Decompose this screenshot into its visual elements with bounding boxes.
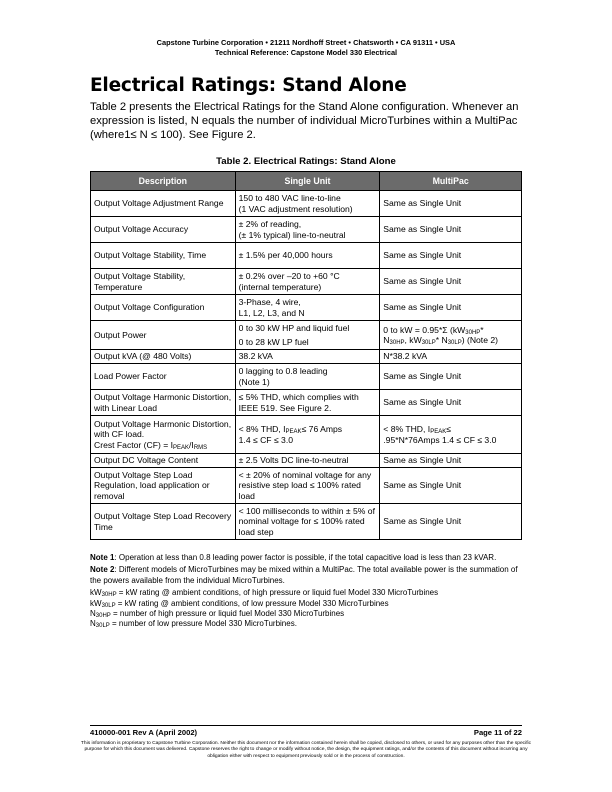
cell-single-unit <box>235 321 380 350</box>
subscript: 30LP <box>447 340 462 346</box>
cell-line <box>239 424 377 434</box>
definition-line <box>90 619 530 629</box>
header-multipac: MultiPac <box>380 172 522 191</box>
cell-line: ± 2% of reading, <box>238 219 302 230</box>
multipac-power-text: * N <box>435 335 448 345</box>
cell-multipac: Same as Single Unit <box>380 454 522 468</box>
table-row <box>91 217 522 243</box>
table-row <box>91 269 522 295</box>
def-symbol: N <box>90 609 96 619</box>
subscript: 30LP <box>95 623 110 630</box>
table-row <box>91 454 522 468</box>
cell-line: (Note 1) <box>238 376 270 387</box>
cell-description: Output Voltage Adjustment Range <box>91 191 236 217</box>
footer-page-number: Page 11 of 22 <box>473 728 522 737</box>
multipac-power-text: * <box>480 324 484 335</box>
crest-factor-text: Crest Factor (CF) = I <box>94 439 174 450</box>
header-description: Description <box>91 172 236 191</box>
cell-line: 0 to 30 kW HP and liquid fuel <box>238 323 350 334</box>
cell-line: 0 to 28 kW LP fuel <box>238 336 309 347</box>
note-1 <box>90 553 530 563</box>
def-text: = kW rating @ ambient conditions, of high pressure or liquid fuel Model 330 MicroTurbines <box>116 588 439 598</box>
cell-line: 3-Phase, 4 wire, <box>238 297 301 308</box>
def-symbol: N <box>90 619 96 629</box>
footer-divider <box>90 725 522 726</box>
cell-single-unit <box>235 269 380 295</box>
note-label: Note 2 <box>90 565 115 575</box>
note-label: Note 1 <box>90 553 115 562</box>
cell-multipac: Same as Single Unit <box>380 217 522 243</box>
subscript: PEAK <box>430 429 447 436</box>
table-row <box>91 350 522 364</box>
cell-description: Output Power <box>91 321 236 350</box>
definition-line <box>90 609 530 619</box>
cell-multipac: Same as Single Unit <box>380 295 522 321</box>
cell-line: 0 lagging to 0.8 leading <box>238 366 328 377</box>
table-row <box>91 468 522 504</box>
section-title: Electrical Ratings: Stand Alone <box>90 75 407 96</box>
subscript: PEAK <box>285 429 302 436</box>
table-row <box>91 504 522 540</box>
def-text: = number of high pressure or liquid fuel Model 330 MicroTurbines <box>110 609 345 619</box>
cell-single-unit: ± 1.5% per 40,000 hours <box>235 243 380 269</box>
cell-single-unit <box>235 364 380 390</box>
thd-text: ≤ 76 Amps <box>301 424 343 435</box>
def-symbol: kW <box>90 588 102 598</box>
table-header-row <box>91 172 522 191</box>
header-single-unit: Single Unit <box>235 172 380 191</box>
cell-single-unit <box>235 191 380 217</box>
table-caption: Table 2. Electrical Ratings: Stand Alone <box>216 156 396 167</box>
thd-text: < 8% THD, I <box>383 424 431 435</box>
cell-multipac: N*38.2 kVA <box>380 350 522 364</box>
cell-multipac: Same as Single Unit <box>380 191 522 217</box>
cell-description: Output kVA (@ 480 Volts) <box>91 350 236 364</box>
note-text: : Operation at less than 0.8 leading power factor is possible, if the total capacitive load is less than 23 kVAR. <box>114 553 497 562</box>
cell-line: ± 0.2% over –20 to +60 °C <box>238 271 340 282</box>
subscript: RMS <box>193 444 208 451</box>
cell-line <box>94 440 232 450</box>
cell-description: Output Voltage Configuration <box>91 295 236 321</box>
cell-line: 150 to 480 VAC line-to-line <box>238 193 341 204</box>
cell-description: Output Voltage Accuracy <box>91 217 236 243</box>
cell-description: Output Voltage Step Load Recovery Time <box>91 504 236 540</box>
subscript: 30HP <box>389 340 405 346</box>
cell-multipac: Same as Single Unit <box>380 504 522 540</box>
cell-line: L1, L2, L3, and N <box>238 307 305 318</box>
crest-factor-slash: /I <box>189 439 194 450</box>
cell-single-unit: < ± 20% of nominal voltage for any resistive step load ≤ 100% rated load <box>235 468 380 504</box>
cell-single-unit <box>235 295 380 321</box>
header-company-line: Capstone Turbine Corporation • 21211 Nordhoff Street • Chatsworth • CA 91311 • USA <box>156 38 456 47</box>
table-row <box>91 390 522 416</box>
cell-multipac: Same as Single Unit <box>380 269 522 295</box>
multipac-power-text: , kW <box>404 335 422 345</box>
cell-description: Load Power Factor <box>91 364 236 390</box>
cell-single-unit: ≤ 5% THD, which complies with IEEE 519. See Figure 2. <box>235 390 380 416</box>
cell-single-unit <box>235 416 380 454</box>
cell-multipac <box>380 321 522 350</box>
note-2 <box>90 565 530 586</box>
electrical-ratings-table <box>90 171 522 540</box>
cell-multipac: Same as Single Unit <box>380 468 522 504</box>
cell-single-unit: < 100 milliseconds to within ± 5% of nominal voltage for ≤ 100% rated load step <box>235 504 380 540</box>
cell-line: 1.4 ≤ CF ≤ 3.0 <box>238 434 293 445</box>
cell-line: (internal temperature) <box>238 281 322 292</box>
cell-description: Output Voltage Harmonic Distortion, with Linear Load <box>91 390 236 416</box>
multipac-power-text: 0 to kW = 0.95*Σ (kW <box>383 324 466 335</box>
cell-line: (1 VAC adjustment resolution) <box>238 203 353 214</box>
def-text: = kW rating @ ambient conditions, of low pressure Model 330 MicroTurbines <box>115 598 389 608</box>
cell-description: Output Voltage Step Load Regulation, load application or removal <box>91 468 236 504</box>
note-text: : Different models of MicroTurbines may be mixed within a MultiPac. The total available power is the summation of the powers available from the individual MicroTurbines. <box>90 565 518 585</box>
cell-multipac: Same as Single Unit <box>380 390 522 416</box>
intro-paragraph: Table 2 presents the Electrical Ratings for the Stand Alone configuration. Whenever an expression is listed, N equals the number of individual MicroTurbines within a MultiPac (where1≤ N ≤ 100). See Figure 2. <box>90 101 519 142</box>
footer-doc-id: 410000-001 Rev A (April 2002) <box>90 728 198 737</box>
thd-text: ≤ <box>446 424 451 435</box>
cell-multipac: Same as Single Unit <box>380 364 522 390</box>
table-notes <box>90 553 530 630</box>
cell-description: Output Voltage Stability, Temperature <box>91 269 236 295</box>
subscript: 30HP <box>465 329 481 336</box>
cell-line: Output Voltage Harmonic Distortion, with CF load. <box>94 418 232 440</box>
cell-multipac: Same as Single Unit <box>380 243 522 269</box>
definition-line <box>90 588 530 598</box>
header-reference-line: Technical Reference: Capstone Model 330 Electrical <box>214 48 398 57</box>
table-row <box>91 191 522 217</box>
table-row <box>91 243 522 269</box>
cell-line: (± 1% typical) line-to-neutral <box>238 229 346 240</box>
cell-single-unit: 38.2 kVA <box>235 350 380 364</box>
def-symbol: kW <box>90 598 102 608</box>
table-row <box>91 295 522 321</box>
table-row <box>91 321 522 350</box>
footer-disclaimer: This information is proprietary to Capstone Turbine Corporation. Neither this document nor the information contained herein shall be copied, disclosed to others, or used for any purposes other than the specific purpose for which this document was delivered. Capstone reserves the right to change or modify without notice, the design, the equipment ratings, and/or the contents of this document without incurring any obligation either with respect to equipment previously sold or in the process of construction. <box>80 741 532 759</box>
cell-description <box>91 416 236 454</box>
cell-description: Output Voltage Stability, Time <box>91 243 236 269</box>
table-row <box>91 416 522 454</box>
subscript: 30HP <box>95 613 111 620</box>
cell-description: Output DC Voltage Content <box>91 454 236 468</box>
cell-multipac <box>380 416 522 454</box>
page-header <box>0 38 612 58</box>
cell-single-unit: ± 2.5 Volts DC line-to-neutral <box>235 454 380 468</box>
thd-text: < 8% THD, I <box>238 424 286 435</box>
cell-line <box>383 424 518 434</box>
subscript: 30LP <box>101 602 116 609</box>
cell-line: .95*N*76Amps 1.4 ≤ CF ≤ 3.0 <box>383 434 497 445</box>
cell-single-unit <box>235 217 380 243</box>
table-row <box>91 364 522 390</box>
subscript: 30HP <box>101 592 117 599</box>
subscript: PEAK <box>173 444 190 451</box>
multipac-power-text: N <box>383 335 390 345</box>
multipac-power-text: ) (Note 2) <box>461 335 498 345</box>
def-text: = number of low pressure Model 330 MicroTurbines. <box>109 619 297 629</box>
definition-line <box>90 599 530 609</box>
subscript: 30LP <box>421 340 436 346</box>
